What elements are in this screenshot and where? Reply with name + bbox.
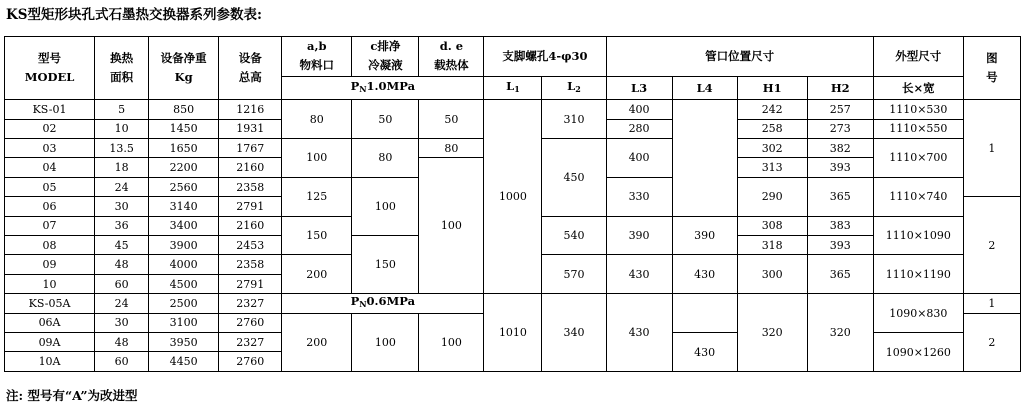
cell-l2: 540: [542, 216, 606, 255]
cell-model: 07: [5, 216, 95, 235]
cell-height: 2791: [219, 274, 282, 293]
cell-weight: 3100: [149, 313, 219, 332]
cell-area: 60: [95, 352, 149, 372]
cell-area: 18: [95, 158, 149, 177]
cell-h2: 273: [807, 119, 873, 138]
header-foot: 支脚螺孔4-φ30: [484, 37, 606, 77]
cell-h2: 393: [807, 158, 873, 177]
cell-h1: 302: [737, 139, 807, 158]
cell-l4-empty: [672, 100, 737, 216]
cell-l3: 430: [606, 294, 672, 372]
cell-height: 2791: [219, 197, 282, 216]
table-title: KS型矩形块孔式石墨热交换器系列参数表:: [6, 7, 262, 23]
cell-height: 2327: [219, 333, 282, 352]
cell-h1: 300: [737, 255, 807, 294]
cell-h2: 257: [807, 100, 873, 119]
cell-weight: 4000: [149, 255, 219, 274]
cell-lw: 1110×530: [873, 100, 963, 119]
cell-weight: 3140: [149, 197, 219, 216]
header-height: 设备 总高: [219, 37, 282, 100]
header-model: 型号 MODEL: [5, 37, 95, 100]
header-fig: 图 号: [963, 37, 1020, 100]
cell-height: 1767: [219, 139, 282, 158]
cell-height: 2760: [219, 313, 282, 332]
cell-area: 30: [95, 313, 149, 332]
cell-c: 50: [352, 100, 419, 139]
cell-de: 50: [419, 100, 484, 139]
cell-l4: 430: [672, 255, 737, 294]
cell-l3: 400: [606, 139, 672, 178]
cell-ab: 200: [282, 255, 352, 294]
header-outer: 外型尺寸: [873, 37, 963, 77]
cell-l2: 450: [542, 139, 606, 217]
table-row: [5, 294, 1021, 313]
cell-de: 80: [419, 139, 484, 158]
cell-model: 09A: [5, 333, 95, 352]
cell-model: 09: [5, 255, 95, 274]
cell-l4-empty: [672, 294, 737, 333]
cell-h2: 320: [807, 294, 873, 372]
cell-ab: 80: [282, 100, 352, 139]
header-l1: $L_1$: [484, 76, 542, 99]
cell-ab: 100: [282, 139, 352, 178]
cell-lw: 1110×1190: [873, 255, 963, 294]
header-ab: a,b 物料口: [282, 37, 352, 77]
cell-weight: 2500: [149, 294, 219, 313]
header-pressure-2: $P_N0.6MPa$: [282, 294, 484, 313]
cell-area: 24: [95, 177, 149, 196]
cell-lw: 1110×700: [873, 139, 963, 178]
header-l3: L3: [606, 76, 672, 99]
cell-model: 06: [5, 197, 95, 216]
header-pressure-1: $P_N1.0MPa$: [282, 76, 484, 99]
cell-area: 13.5: [95, 139, 149, 158]
table-row: [5, 100, 1021, 119]
cell-fig: 1: [963, 100, 1020, 197]
spec-table: [4, 36, 1021, 372]
cell-l4: 390: [672, 216, 737, 255]
cell-model: KS-05A: [5, 294, 95, 313]
cell-l3: 430: [606, 255, 672, 294]
cell-ab: 125: [282, 177, 352, 216]
cell-h1: 318: [737, 236, 807, 255]
header-pipe: 管口位置尺寸: [606, 37, 873, 77]
cell-height: 2453: [219, 236, 282, 255]
cell-l1: 1010: [484, 294, 542, 372]
footnote: 注: 型号有“A”为改进型: [6, 388, 138, 403]
cell-ab: 200: [282, 313, 352, 371]
cell-l2: 340: [542, 294, 606, 372]
cell-h2: 382: [807, 139, 873, 158]
cell-de: 100: [419, 158, 484, 294]
header-weight: 设备净重 Kg: [149, 37, 219, 100]
cell-l3: 390: [606, 216, 672, 255]
cell-h2: 383: [807, 216, 873, 235]
cell-weight: 4450: [149, 352, 219, 372]
cell-area: 36: [95, 216, 149, 235]
cell-h2: 365: [807, 255, 873, 294]
cell-de: 100: [419, 313, 484, 371]
header-h2: H2: [807, 76, 873, 99]
cell-weight: 4500: [149, 274, 219, 293]
cell-weight: 1650: [149, 139, 219, 158]
cell-lw: 1090×830: [873, 294, 963, 333]
cell-h1: 320: [737, 294, 807, 372]
cell-model: 10: [5, 274, 95, 293]
cell-h1: 242: [737, 100, 807, 119]
cell-height: 2358: [219, 177, 282, 196]
cell-h1: 308: [737, 216, 807, 235]
cell-lw: 1110×1090: [873, 216, 963, 255]
header-lw: 长×宽: [873, 76, 963, 99]
cell-height: 2760: [219, 352, 282, 372]
cell-c: 100: [352, 177, 419, 235]
cell-c: 100: [352, 313, 419, 371]
cell-area: 45: [95, 236, 149, 255]
cell-weight: 3950: [149, 333, 219, 352]
header-c: c排净 冷凝液: [352, 37, 419, 77]
header-de: d. e 载热体: [419, 37, 484, 77]
cell-model: 05: [5, 177, 95, 196]
cell-area: 5: [95, 100, 149, 119]
cell-h2: 393: [807, 236, 873, 255]
cell-model: 02: [5, 119, 95, 138]
cell-h2: 365: [807, 177, 873, 216]
cell-model: KS-01: [5, 100, 95, 119]
cell-l4: 430: [672, 333, 737, 372]
cell-height: 2327: [219, 294, 282, 313]
cell-l2: 310: [542, 100, 606, 139]
cell-fig: 2: [963, 197, 1020, 294]
header-l2: $L_2$: [542, 76, 606, 99]
cell-weight: 2560: [149, 177, 219, 196]
cell-weight: 1450: [149, 119, 219, 138]
cell-weight: 2200: [149, 158, 219, 177]
cell-weight: 3400: [149, 216, 219, 235]
cell-lw: 1090×1260: [873, 333, 963, 372]
cell-model: 08: [5, 236, 95, 255]
cell-lw: 1110×740: [873, 177, 963, 216]
cell-fig: 2: [963, 313, 1020, 371]
header-area: 换热 面积: [95, 37, 149, 100]
cell-area: 48: [95, 255, 149, 274]
cell-area: 48: [95, 333, 149, 352]
cell-model: 10A: [5, 352, 95, 372]
cell-weight: 3900: [149, 236, 219, 255]
cell-l3: 330: [606, 177, 672, 216]
cell-model: 04: [5, 158, 95, 177]
cell-h1: 290: [737, 177, 807, 216]
cell-height: 2160: [219, 158, 282, 177]
cell-lw: 1110×550: [873, 119, 963, 138]
cell-fig: 1: [963, 294, 1020, 313]
cell-height: 1931: [219, 119, 282, 138]
cell-area: 30: [95, 197, 149, 216]
cell-height: 2160: [219, 216, 282, 235]
cell-area: 10: [95, 119, 149, 138]
cell-height: 1216: [219, 100, 282, 119]
cell-c: 150: [352, 236, 419, 294]
cell-weight: 850: [149, 100, 219, 119]
cell-height: 2358: [219, 255, 282, 274]
cell-l3: 400: [606, 100, 672, 119]
cell-ab: 150: [282, 216, 352, 255]
cell-l2: 570: [542, 255, 606, 294]
cell-model: 03: [5, 139, 95, 158]
header-h1: H1: [737, 76, 807, 99]
cell-h1: 313: [737, 158, 807, 177]
cell-l1: 1000: [484, 100, 542, 294]
cell-h1: 258: [737, 119, 807, 138]
header-l4: L4: [672, 76, 737, 99]
cell-l3: 280: [606, 119, 672, 138]
cell-area: 60: [95, 274, 149, 293]
cell-c: 80: [352, 139, 419, 178]
cell-model: 06A: [5, 313, 95, 332]
cell-area: 24: [95, 294, 149, 313]
